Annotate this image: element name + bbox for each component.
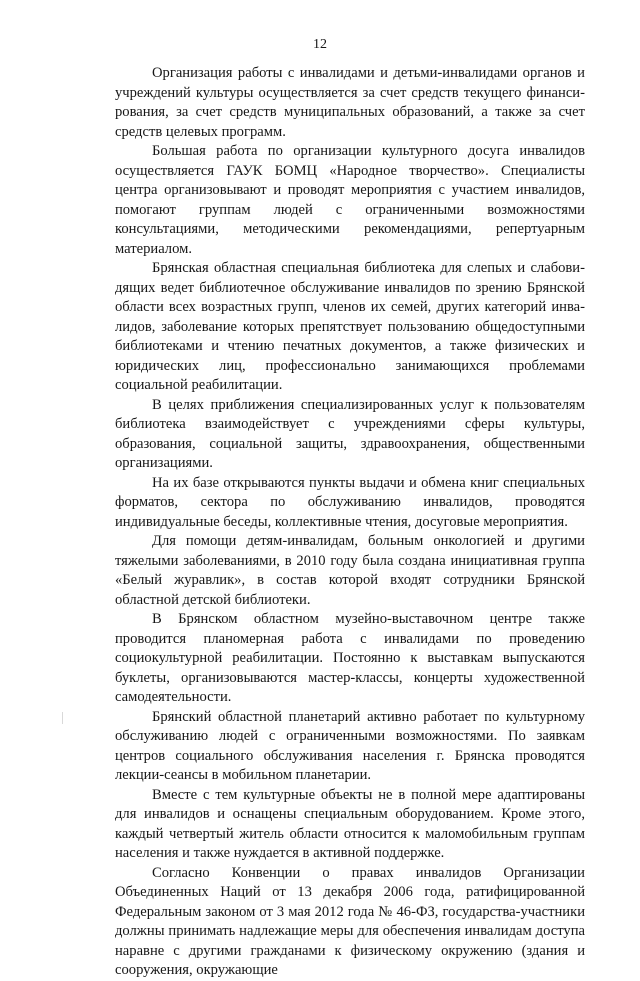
paragraph-library-cooperation: В целях приближения специализированных услуг к пользователям библиотека взаимодействует с учреждениями сферы культуры, образования, социальной защиты, здравоохранения, общественными организациями.: [115, 396, 585, 471]
paragraph-un-convention: Согласно Конвенции о правах инвалидов Организации Объединенных Наций от 13 декабря 2006 года, ратифицированной Федеральным законом от 3 мая 2012 года № 46-ФЗ, государства-участники должны принимать надлежащие меры для обеспечения инвалидам доступа наравне с другими гражданами к физическому окружению (здания и сооружения, окружающие: [115, 864, 585, 978]
paragraph-culture-funding: Организация работы с инвалидами и детьми-инвалидами органов и учреждений культуры осуществляется за счет средств текущего финансирования, за счет средств муниципальных образований, а также за счет средств целевых программ.: [115, 65, 585, 140]
paragraph-leisure-center: Большая работа по организации культурного досуга инвалидов осуществляется ГАУК БОМЦ «Народное творчество». Специалисты центра организовывают и проводят мероприятия с участием инвалидов, помогают группам людей с ограниченными возможностями консультациями, методическими рекомендациями, репертуарным материалом.: [115, 143, 585, 257]
paragraph-museum-center: В Брянском областном музейно-выставочном центре также проводится планомерная работа с инвалидами по проведению социокультурной реабилитации. Постоянно к выставкам выпускаются буклеты, организовываются мастер-классы, концерты художественной самодеятельности.: [115, 611, 585, 705]
paragraph-accessibility-gap: Вместе с тем культурные объекты не в полной мере адаптированы для инвалидов и оснащены специальным оборудованием. Кроме этого, каждый четвертый житель области относится к маломобильным группам населения и также нуждается в активной поддержке.: [115, 786, 585, 861]
document-body: [115, 64, 585, 981]
paragraph-blind-library: Брянская областная специальная библиотека для слепых и слабовидящих ведет библиотечное обслуживание инвалидов по зрению Брянской области всех возрастных групп, членов их семей, других категорий инвалидов, заболевание которых препятствует пользованию общедоступными библиотеками и чтению печатных документов, а также физических и юридических лиц, профессионально занимающихся проблемами социальной реабилитации.: [115, 260, 585, 393]
paragraph-book-points: На их базе открываются пункты выдачи и обмена книг специальных форматов, сектора по обслуживанию инвалидов, проводятся индивидуальные беседы, коллективные чтения, досуговые мероприятия.: [115, 474, 585, 530]
page-number: 12: [313, 37, 327, 52]
paragraph-white-crane: Для помощи детям-инвалидам, больным онкологией и другими тяжелыми заболеваниями, в 2010 году была создана инициативная группа «Белый журавлик», в состав которой входят сотрудники Брянской областной детской библиотеки.: [115, 533, 585, 608]
scan-margin-mark: [62, 712, 63, 724]
paragraph-planetarium: Брянский областной планетарий активно работает по культурному обслуживанию людей с ограниченными возможностями. По заявкам центров социального обслуживания населения г. Брянска проводятся лекции-сеансы в мобильном планетарии.: [115, 708, 585, 783]
